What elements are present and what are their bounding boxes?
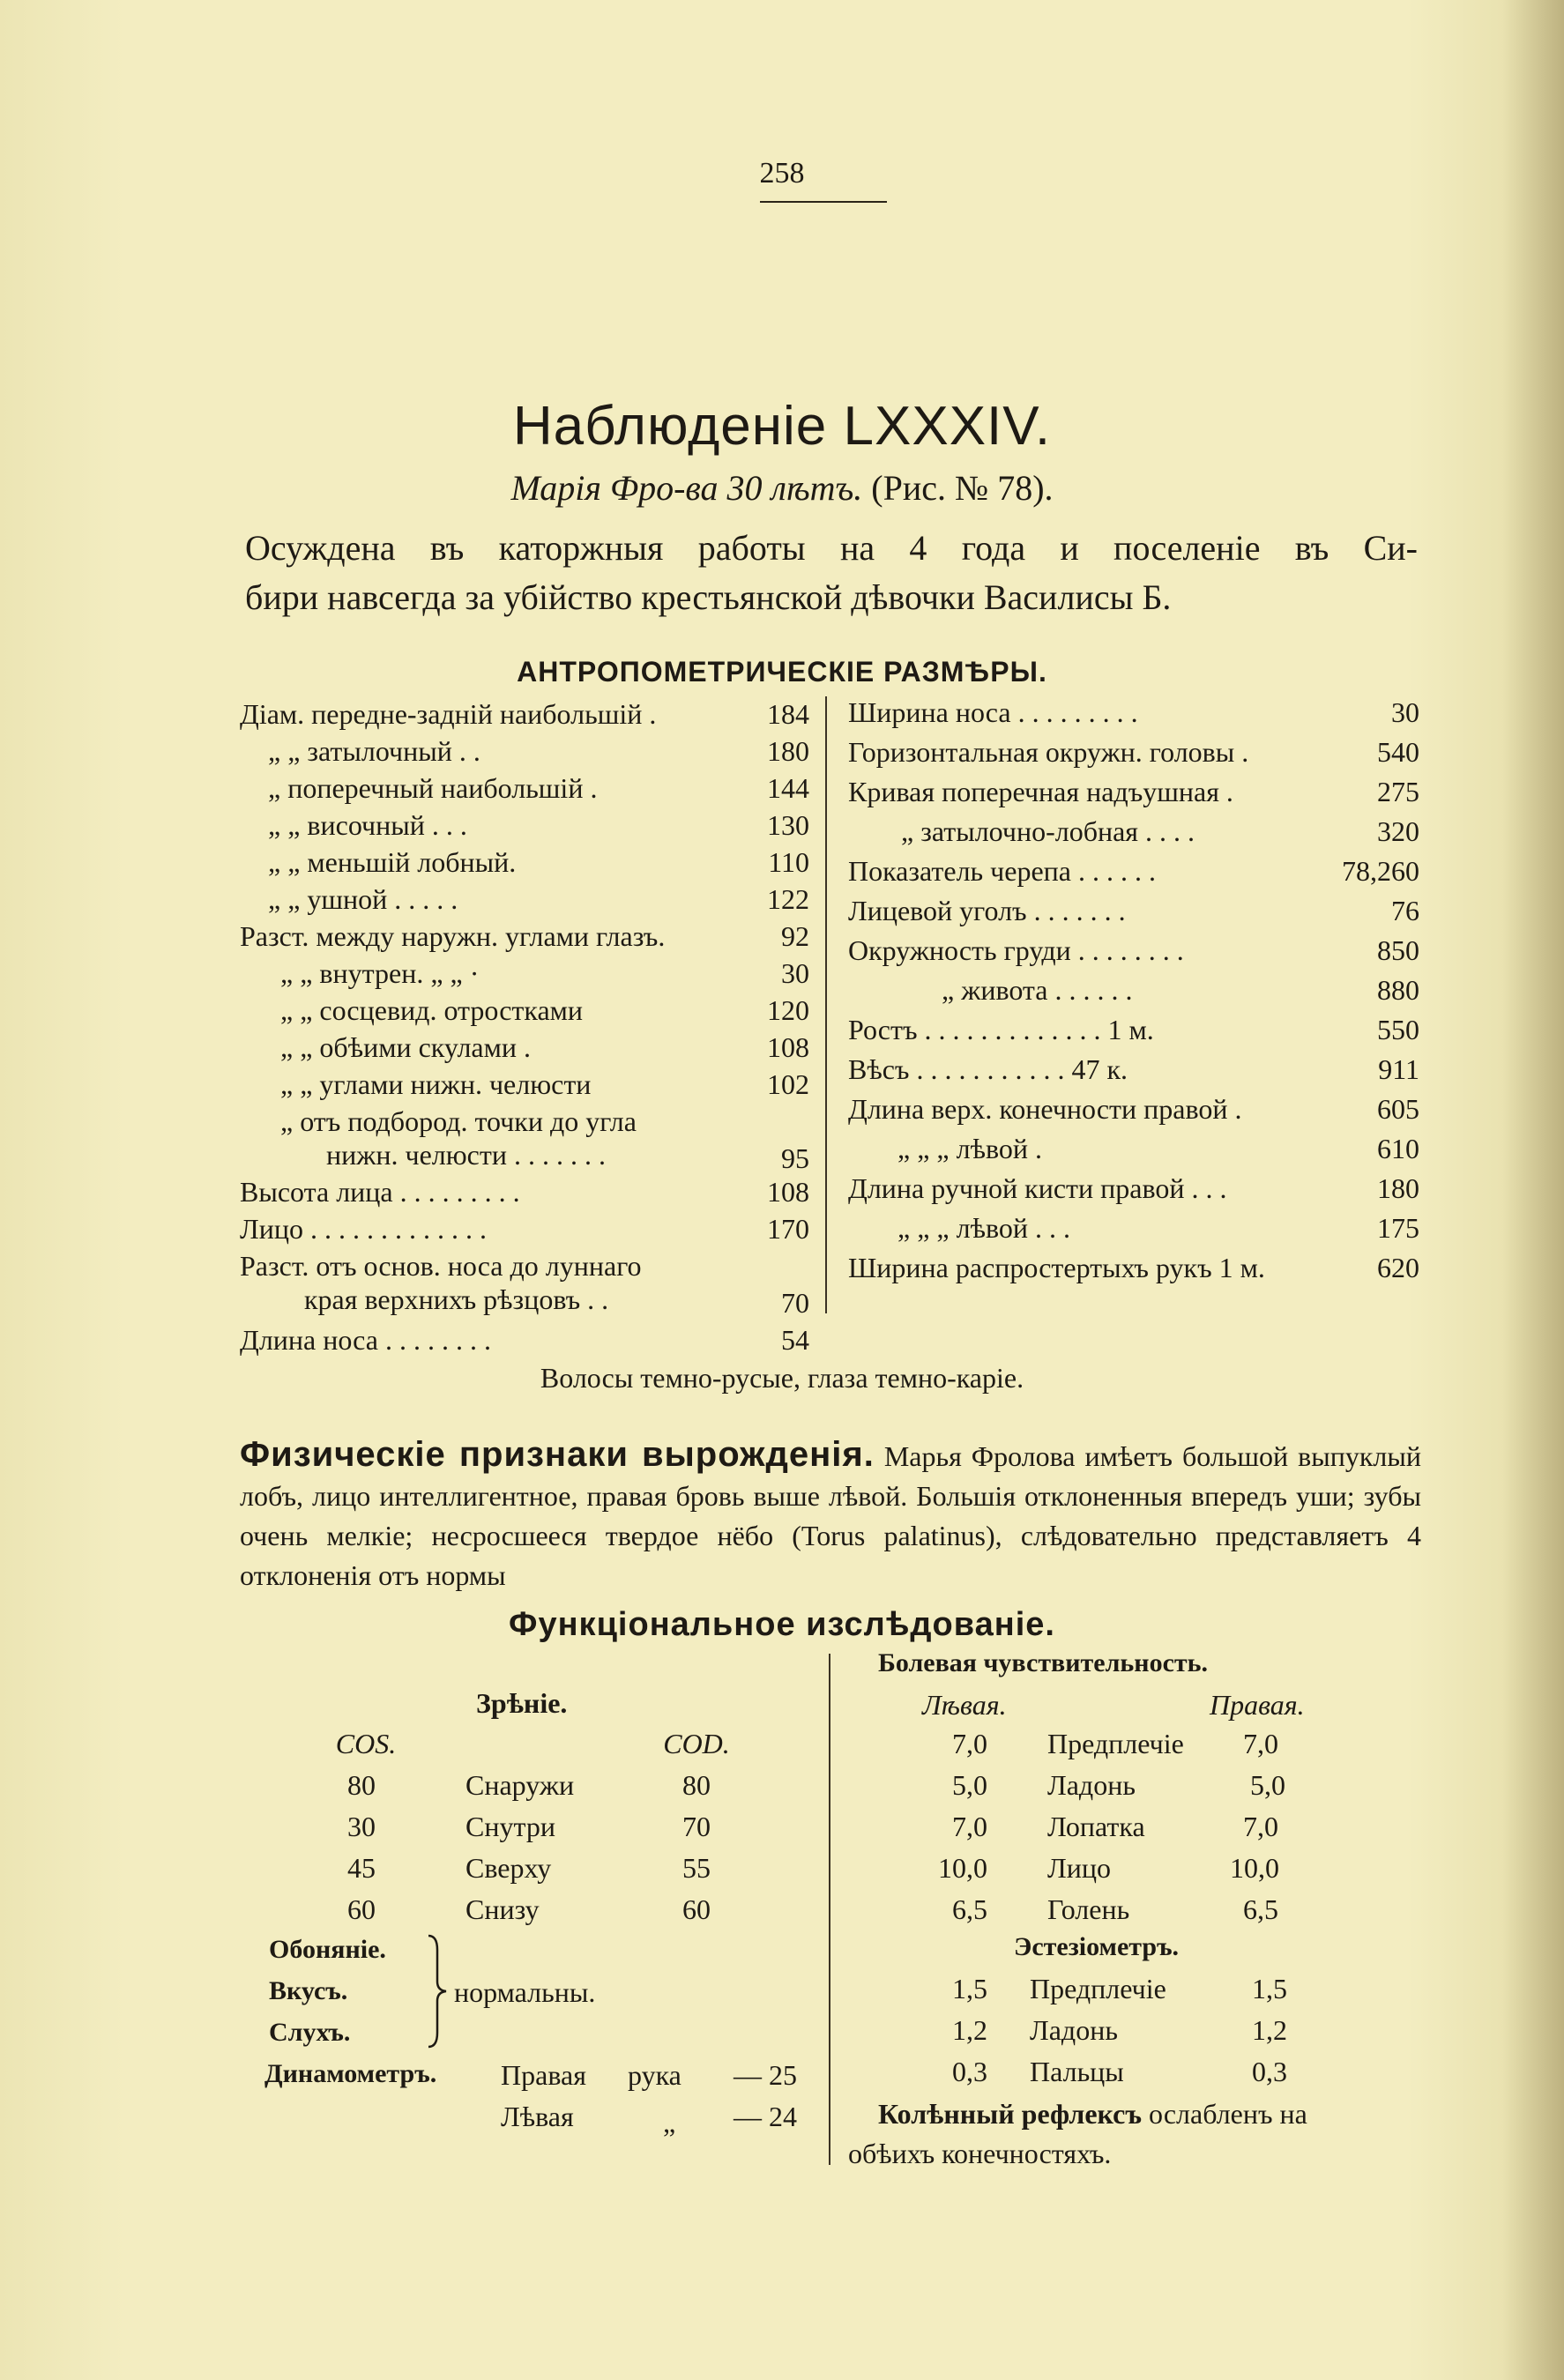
measure-label: Лицо . . . . . . . . . . . . . bbox=[240, 1213, 487, 1245]
measure-value: 911 bbox=[1378, 1053, 1419, 1085]
measure-label: Горизонтальная окружн. головы . bbox=[848, 736, 1249, 768]
physical-signs-paragraph bbox=[240, 1435, 1421, 1595]
measure-value: 620 bbox=[1377, 1252, 1419, 1283]
esthesio-left-value: 1,2 bbox=[952, 2014, 987, 2046]
measure-label: Окружность груди . . . . . . . . bbox=[848, 934, 1184, 966]
page-number: 258 bbox=[759, 157, 805, 190]
dynamometer-right-label: Правая bbox=[501, 2059, 586, 2091]
dynamometer-left-label: Лѣвая bbox=[501, 2101, 574, 2132]
measure-label: „ „ углами нижн. челюсти bbox=[280, 1068, 592, 1100]
measure-value: 122 bbox=[767, 883, 809, 915]
measure-label: „ живота . . . . . . bbox=[942, 974, 1133, 1006]
subtitle bbox=[0, 467, 1564, 509]
pain-right-value: 10,0 bbox=[1230, 1852, 1279, 1884]
dynamometer-label: Динамометръ. bbox=[264, 2059, 437, 2088]
vision-right-value: 60 bbox=[682, 1893, 711, 1925]
functional-heading: Функціональное изслѣдованіе. bbox=[509, 1606, 1055, 1643]
measure-value: 30 bbox=[1391, 696, 1419, 728]
measure-value: 92 bbox=[781, 920, 809, 952]
measure-value: 54 bbox=[781, 1324, 809, 1356]
intro-line-1: Осуждена въ каторжныя работы на 4 года и поселеніе въ Си- bbox=[245, 528, 1418, 568]
measure-value: 78,260 bbox=[1342, 855, 1419, 887]
vision-row-label: Снутри bbox=[465, 1811, 555, 1842]
vision-left-value: 80 bbox=[347, 1769, 376, 1801]
pain-row-label: Предплечіе bbox=[1047, 1728, 1184, 1759]
measure-label: „ „ сосцевид. отростками bbox=[280, 994, 584, 1026]
measure-label: „ „ меньшій лобный. bbox=[268, 846, 517, 878]
pain-col-left: Лѣвая. bbox=[922, 1689, 1007, 1721]
vision-left-value: 45 bbox=[347, 1852, 376, 1884]
measure-value: 170 bbox=[767, 1213, 809, 1245]
measure-value: 175 bbox=[1377, 1212, 1419, 1244]
measure-value: 110 bbox=[768, 846, 809, 878]
measure-value: 275 bbox=[1377, 776, 1419, 807]
measure-value: 320 bbox=[1377, 815, 1419, 847]
vision-row-label: Снизу bbox=[465, 1893, 540, 1925]
pain-left-value: 7,0 bbox=[952, 1811, 987, 1842]
pain-left-value: 10,0 bbox=[938, 1852, 987, 1884]
page-title: Наблюденіе LXXXIV. bbox=[512, 396, 1052, 457]
measure-value: 550 bbox=[1377, 1014, 1419, 1045]
esthesio-right-value: 1,5 bbox=[1252, 1973, 1287, 2004]
hair-eyes-note: Волосы темно-русые, глаза темно-каріе. bbox=[540, 1362, 1024, 1394]
vision-left-value: 60 bbox=[347, 1893, 376, 1925]
measure-value: 120 bbox=[767, 994, 809, 1026]
measure-value: 95 bbox=[781, 1142, 809, 1174]
measure-label: Кривая поперечная надъушная . bbox=[848, 776, 1233, 807]
page-edge-shadow bbox=[1502, 0, 1564, 2380]
measure-label: нижн. челюсти . . . . . . . bbox=[326, 1139, 606, 1171]
measure-value: 70 bbox=[781, 1287, 809, 1319]
measure-label: Вѣсъ . . . . . . . . . . . 47 к. bbox=[848, 1053, 1128, 1085]
measure-label: „ „ внутрен. „ „ · bbox=[280, 957, 480, 989]
measure-value: 605 bbox=[1377, 1093, 1419, 1125]
dynamometer-left-value: — 24 bbox=[734, 2101, 797, 2132]
vision-col-left: COS. bbox=[335, 1728, 397, 1759]
measure-value: 180 bbox=[767, 735, 809, 767]
measure-label: „ поперечный наибольшій . bbox=[268, 772, 598, 804]
esthesio-title: Эстезіометръ. bbox=[1014, 1932, 1180, 1961]
measure-value: 144 bbox=[767, 772, 809, 804]
pain-right-value: 7,0 bbox=[1243, 1728, 1278, 1759]
esthesio-row-label: Предплечіе bbox=[1030, 1973, 1166, 2004]
measure-value: 880 bbox=[1377, 974, 1419, 1006]
measure-value: 30 bbox=[781, 957, 809, 989]
pain-col-right: Правая. bbox=[1210, 1689, 1305, 1721]
esthesio-row-label: Пальцы bbox=[1030, 2056, 1124, 2087]
column-divider bbox=[825, 696, 827, 1313]
measure-label: Діам. передне-задній наибольшій . bbox=[240, 698, 657, 730]
measure-value: 180 bbox=[1377, 1172, 1419, 1204]
reflex-line-2: обѣихъ конечностяхъ. bbox=[848, 2138, 1112, 2169]
pain-left-value: 5,0 bbox=[952, 1769, 987, 1801]
dynamometer-left-hand: „ bbox=[663, 2107, 676, 2138]
measure-label: „ „ „ лѣвой . . . bbox=[897, 1212, 1070, 1244]
pain-row-label: Лопатка bbox=[1047, 1811, 1145, 1842]
sense-item: Обоняніе. bbox=[269, 1935, 386, 1964]
measure-value: 850 bbox=[1377, 934, 1419, 966]
senses-result: нормальны. bbox=[454, 1976, 596, 2008]
dynamometer-right-value: — 25 bbox=[734, 2059, 797, 2091]
measure-label: Показатель черепа . . . . . . bbox=[848, 855, 1156, 887]
measure-label: Разст. между наружн. углами глазъ. bbox=[240, 920, 666, 952]
intro-line-2: бири навсегда за убійство крестьянской дѣвочки Василисы Б. bbox=[245, 577, 1172, 617]
dynamometer-right-hand: рука bbox=[628, 2059, 681, 2091]
physical-signs-heading: Физическіе признаки вырожденія. bbox=[240, 1435, 875, 1474]
esthesio-right-value: 0,3 bbox=[1252, 2056, 1287, 2087]
esthesio-left-value: 0,3 bbox=[952, 2056, 987, 2087]
measure-label: Ростъ . . . . . . . . . . . . . 1 м. bbox=[848, 1014, 1154, 1045]
measure-label: Разст. отъ основ. носа до луннаго bbox=[240, 1250, 642, 1282]
measure-label: „ „ ушной . . . . . bbox=[268, 883, 458, 915]
sense-item: Вкусъ. bbox=[269, 1976, 348, 2005]
functional-column-divider bbox=[829, 1654, 830, 2165]
reflex-result: ослабленъ на bbox=[1149, 2098, 1307, 2130]
measure-label: края верхнихъ рѣзцовъ . . bbox=[304, 1283, 609, 1315]
measure-label: „ затылочно-лобная . . . . bbox=[901, 815, 1195, 847]
measure-label: „ отъ подбород. точки до угла bbox=[280, 1105, 637, 1137]
measure-label: Ширина носа . . . . . . . . . bbox=[848, 696, 1138, 728]
esthesio-row-label: Ладонь bbox=[1030, 2014, 1118, 2046]
vision-right-value: 70 bbox=[682, 1811, 711, 1842]
pain-row-label: Голень bbox=[1047, 1893, 1130, 1925]
subtitle-name: Марія Фро-ва 30 лѣтъ. bbox=[510, 468, 863, 508]
pain-row-label: Лицо bbox=[1047, 1852, 1111, 1884]
vision-right-value: 80 bbox=[682, 1769, 711, 1801]
senses-brace bbox=[425, 1932, 451, 2050]
reflex-label: Колѣнный рефлексъ bbox=[878, 2098, 1143, 2130]
esthesio-right-value: 1,2 bbox=[1252, 2014, 1287, 2046]
measure-value: 76 bbox=[1391, 895, 1419, 926]
measure-label: „ „ обѣими скулами . bbox=[280, 1031, 531, 1063]
measure-label: Длина носа . . . . . . . . bbox=[240, 1324, 491, 1356]
measure-label: Длина верх. конечности правой . bbox=[848, 1093, 1242, 1125]
esthesio-left-value: 1,5 bbox=[952, 1973, 987, 2004]
measure-value: 540 bbox=[1377, 736, 1419, 768]
pain-right-value: 5,0 bbox=[1250, 1769, 1285, 1801]
sense-item: Слухъ. bbox=[269, 2018, 351, 2047]
vision-col-right: COD. bbox=[663, 1728, 730, 1759]
pain-left-value: 6,5 bbox=[952, 1893, 987, 1925]
vision-right-value: 55 bbox=[682, 1852, 711, 1884]
pain-row-label: Ладонь bbox=[1047, 1769, 1136, 1801]
measure-label: Длина ручной кисти правой . . . bbox=[848, 1172, 1227, 1204]
measure-label: Высота лица . . . . . . . . . bbox=[240, 1176, 520, 1208]
measure-label: „ „ височный . . . bbox=[268, 809, 467, 841]
measure-label: Ширина распростертыхъ рукъ 1 м. bbox=[848, 1252, 1265, 1283]
vision-left-value: 30 bbox=[347, 1811, 376, 1842]
pain-right-value: 6,5 bbox=[1243, 1893, 1278, 1925]
measure-value: 184 bbox=[767, 698, 809, 730]
reflex-line-1 bbox=[878, 2098, 1307, 2131]
vision-title: Зрѣніе. bbox=[476, 1687, 568, 1719]
subtitle-figure: (Рис. № 78). bbox=[871, 468, 1054, 508]
measure-value: 130 bbox=[767, 809, 809, 841]
measure-value: 102 bbox=[767, 1068, 809, 1100]
measure-label: „ „ „ лѣвой . bbox=[897, 1133, 1042, 1164]
vision-row-label: Сверху bbox=[465, 1852, 552, 1884]
anthro-heading: АНТРОПОМЕТРИЧЕСКІЕ РАЗМѢРЫ. bbox=[517, 656, 1047, 688]
measure-value: 108 bbox=[767, 1031, 809, 1063]
physical-signs-text: Марья Фролова имѣетъ большой выпуклый лобъ, лицо интеллигентное, правая бровь выше лѣвой. Большія отклоненныя впередъ уши; зубы очень мелкіе; несросшееся твердое нёбо (Torus palatinus), слѣдовательно представляетъ 4 отклоненія отъ нормы bbox=[240, 1440, 1422, 1591]
page-number-rule bbox=[760, 201, 887, 203]
measure-value: 610 bbox=[1377, 1133, 1419, 1164]
pain-left-value: 7,0 bbox=[952, 1728, 987, 1759]
measure-label: Лицевой уголъ . . . . . . . bbox=[848, 895, 1126, 926]
measure-value: 108 bbox=[767, 1176, 809, 1208]
vision-row-label: Снаружи bbox=[465, 1769, 575, 1801]
pain-title: Болевая чувствительность. bbox=[878, 1648, 1208, 1677]
pain-right-value: 7,0 bbox=[1243, 1811, 1278, 1842]
measure-label: „ „ затылочный . . bbox=[268, 735, 480, 767]
